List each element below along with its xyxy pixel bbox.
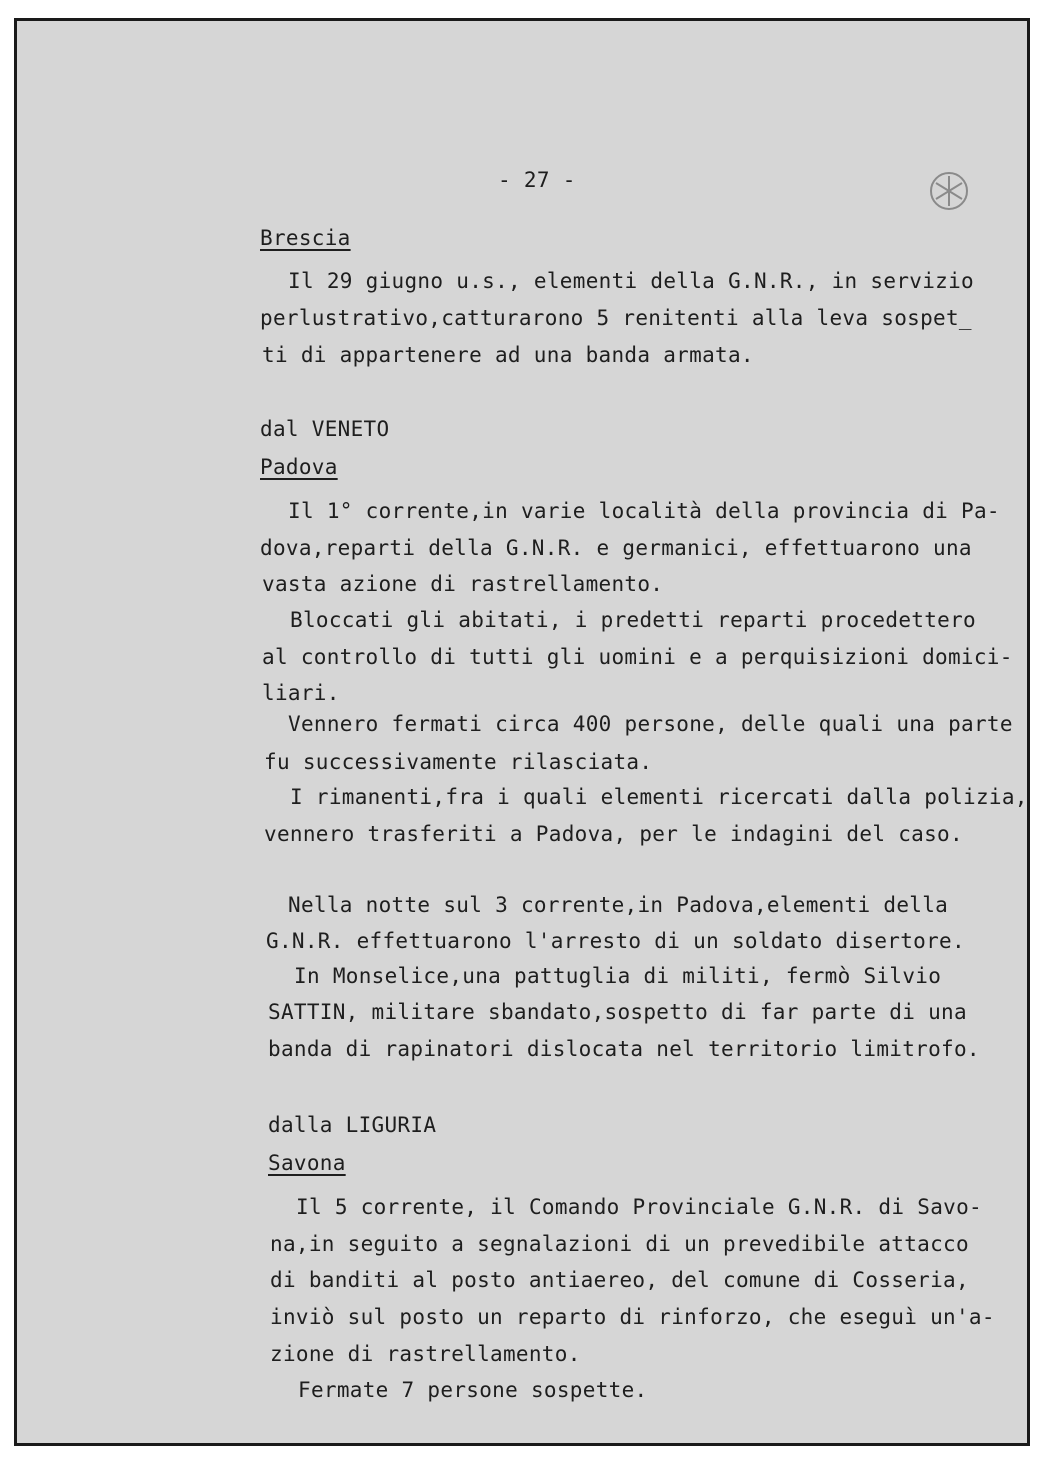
text-line: Il 29 giugno u.s., elementi della G.N.R., in servizio xyxy=(288,269,974,293)
section-heading-padova: Padova xyxy=(260,455,338,479)
region-heading-veneto: dal VENETO xyxy=(260,417,390,441)
text-line: Il 5 corrente, il Comando Provinciale G.N.R. di Savo- xyxy=(296,1195,982,1219)
text-line: Fermate 7 persone sospette. xyxy=(298,1378,648,1402)
text-line: Il 1° corrente,in varie località della provincia di Pa- xyxy=(288,499,1000,523)
text-line: na,in seguito a segnalazioni di un prevedibile attacco xyxy=(270,1232,969,1256)
text-line: Vennero fermati circa 400 persone, delle quali una parte xyxy=(288,712,1013,736)
text-line: vennero trasferiti a Padova, per le indagini del caso. xyxy=(264,822,963,846)
text-line: fu successivamente rilasciata. xyxy=(264,750,653,774)
text-line: vasta azione di rastrellamento. xyxy=(262,572,664,596)
text-line: perlustrativo,catturarono 5 renitenti alla leva sospet_ xyxy=(260,306,972,330)
text-line: Nella notte sul 3 corrente,in Padova,elementi della xyxy=(288,893,949,917)
text-line: inviò sul posto un reparto di rinforzo, che eseguì un'a- xyxy=(270,1305,995,1329)
section-heading-savona: Savona xyxy=(268,1151,346,1175)
text-line: ti di appartenere ad una banda armata. xyxy=(262,343,754,367)
text-line: In Monselice,una pattuglia di militi, fermò Silvio xyxy=(294,964,942,988)
text-line: liari. xyxy=(262,681,340,705)
text-line: di banditi al posto antiaereo, del comune di Cosseria, xyxy=(270,1268,969,1292)
stamp-icon xyxy=(928,170,970,212)
text-line: banda di rapinatori dislocata nel territorio limitrofo. xyxy=(268,1037,980,1061)
region-heading-liguria: dalla LIGURIA xyxy=(268,1113,437,1137)
text-line: al controllo di tutti gli uomini e a perquisizioni domici- xyxy=(262,645,1013,669)
section-heading-brescia: Brescia xyxy=(260,226,351,250)
text-line: I rimanenti,fra i quali elementi ricercati dalla polizia, xyxy=(290,785,1028,809)
text-line: Bloccati gli abitati, i predetti reparti procedettero xyxy=(290,608,976,632)
page-number: - 27 - xyxy=(498,168,576,192)
text-line: dova,reparti della G.N.R. e germanici, effettuarono una xyxy=(260,536,972,560)
text-line: G.N.R. effettuarono l'arresto di un soldato disertore. xyxy=(266,929,965,953)
text-line: SATTIN, militare sbandato,sospetto di far parte di una xyxy=(268,1000,967,1024)
text-line: zione di rastrellamento. xyxy=(270,1342,581,1366)
